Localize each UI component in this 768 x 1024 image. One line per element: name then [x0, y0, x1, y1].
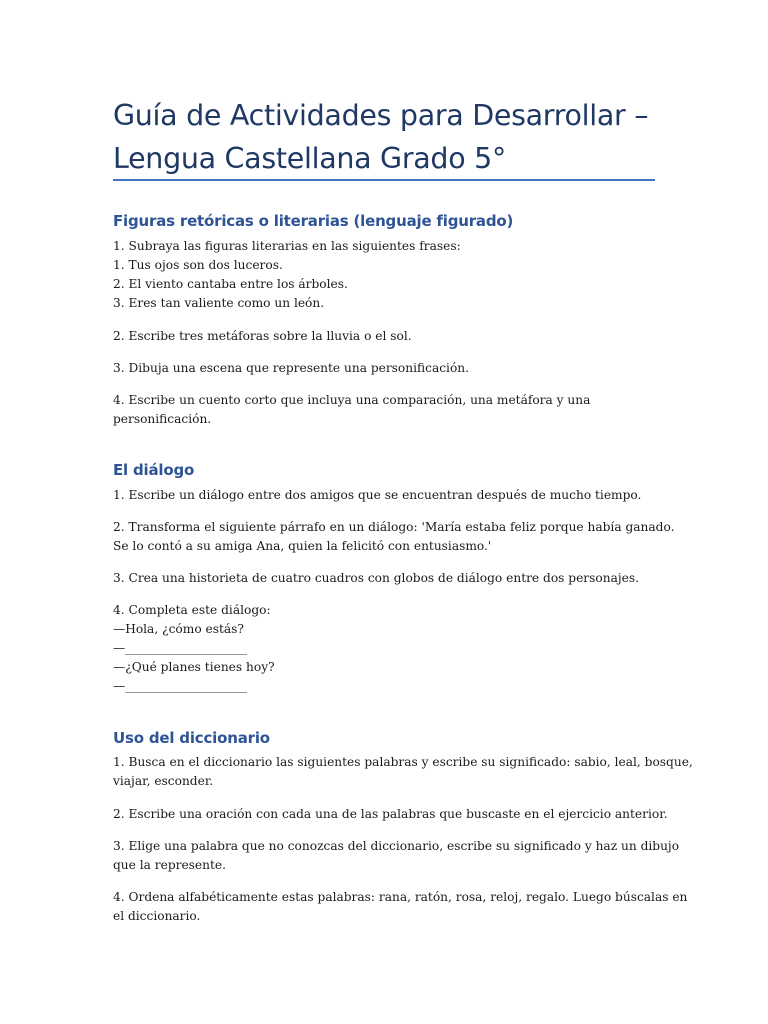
text-line: 3. Elige una palabra que no conozcas del diccionario, escribe su significado y haz un dibujo: [113, 839, 680, 853]
title-line-2: Lengua Castellana Grado 5°: [113, 142, 506, 175]
activity-paragraph: [113, 486, 658, 505]
title-underline: [113, 179, 655, 181]
text-line: —Hola, ¿cómo estás?: [113, 622, 244, 636]
text-line: Se lo contó a su amiga Ana, quien la felicitó con entusiasmo.': [113, 539, 492, 553]
text-line: el diccionario.: [113, 909, 201, 923]
text-line: 2. Escribe una oración con cada una de las palabras que buscaste en el ejercicio anterior.: [113, 807, 668, 821]
activity-paragraph: [113, 518, 675, 556]
text-line: 3. Dibuja una escena que represente una personificación.: [113, 361, 470, 375]
activity-paragraph: [113, 359, 658, 378]
text-line: —____________________: [113, 641, 248, 655]
activity-paragraph: [113, 888, 688, 926]
text-line: —____________________: [113, 679, 248, 693]
activity-paragraph: [113, 237, 658, 313]
activity-paragraph: [113, 601, 658, 696]
text-line: 4. Escribe un cuento corto que incluya una comparación, una metáfora y una: [113, 393, 591, 407]
text-line: viajar, esconder.: [113, 774, 214, 788]
text-line: 1. Tus ojos son dos luceros.: [113, 258, 283, 272]
text-line: 2. Escribe tres metáforas sobre la lluvia o el sol.: [113, 329, 412, 343]
text-line: personificación.: [113, 412, 212, 426]
section-heading-diccionario: Uso del diccionario: [113, 729, 270, 747]
text-line: 3. Eres tan valiente como un león.: [113, 296, 325, 310]
section-heading-figuras: Figuras retóricas o literarias (lenguaje figurado): [113, 212, 514, 230]
activity-paragraph: [113, 327, 658, 346]
text-line: 1. Busca en el diccionario las siguientes palabras y escribe su significado: sabio, leal, bosque,: [113, 755, 693, 769]
activity-paragraph: [113, 805, 668, 824]
text-line: 2. Transforma el siguiente párrafo en un diálogo: 'María estaba feliz porque había ganado.: [113, 520, 675, 534]
text-line: 4. Completa este diálogo:: [113, 603, 271, 617]
activity-paragraph: [113, 391, 658, 429]
section-heading-dialogo: El diálogo: [113, 461, 195, 479]
text-line: que la represente.: [113, 858, 226, 872]
title-line-1: Guía de Actividades para Desarrollar –: [113, 99, 649, 132]
text-line: 3. Crea una historieta de cuatro cuadros con globos de diálogo entre dos personajes.: [113, 571, 639, 585]
text-line: 2. El viento cantaba entre los árboles.: [113, 277, 348, 291]
text-line: 1. Subraya las figuras literarias en las siguientes frases:: [113, 239, 461, 253]
document-title: [113, 94, 658, 180]
activity-paragraph: [113, 569, 658, 588]
text-line: 1. Escribe un diálogo entre dos amigos que se encuentran después de mucho tiempo.: [113, 488, 642, 502]
text-line: —¿Qué planes tienes hoy?: [113, 660, 275, 674]
activity-paragraph: [113, 837, 680, 875]
activity-paragraph: [113, 753, 693, 791]
text-line: 4. Ordena alfabéticamente estas palabras: rana, ratón, rosa, reloj, regalo. Luego búscalas en: [113, 890, 688, 904]
